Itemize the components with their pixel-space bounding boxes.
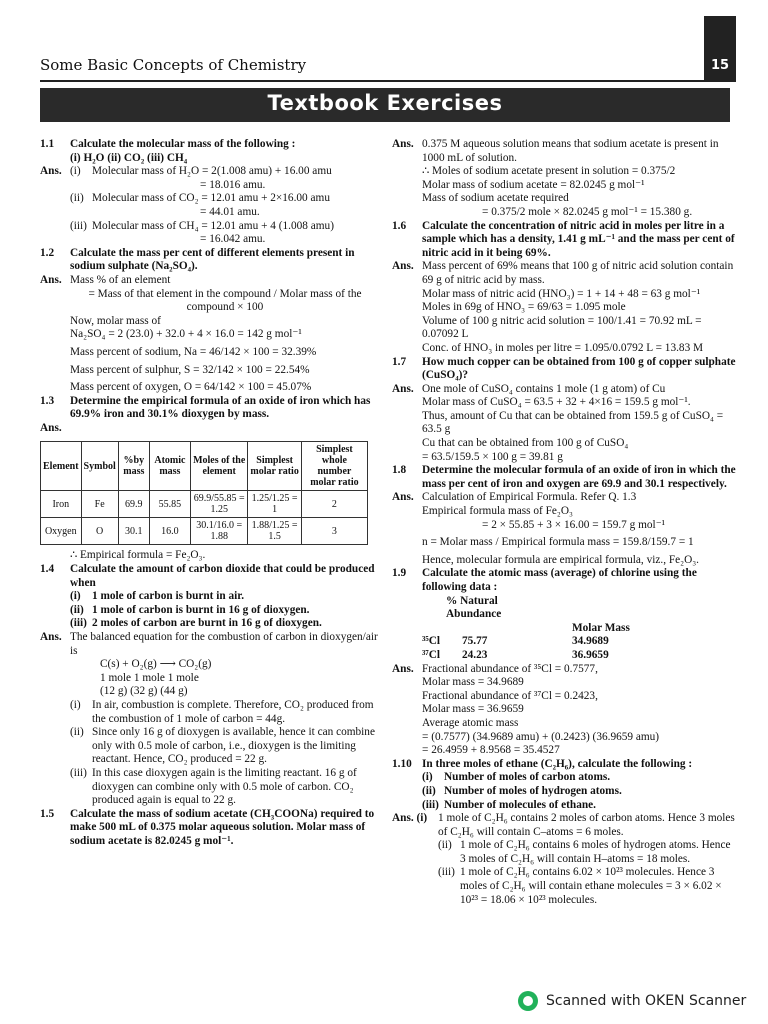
answer-1-5: Ans. 0.375 M aqueous solution means that sodium acetate is present in 1000 mL of solution. ∴ Moles of sodium acetate present in solution = 0.375/2 Molar mass of sodium acetate = 82.0245 g mol⁻¹ Mass of sodium acetate required = 0.375/2 mole × 82.0245 g mol⁻¹ = 15.380 g.: [392, 138, 719, 218]
answer-1-1: Ans. (i) Molecular mass of H₂O = 2(1.008 amu) + 16.00 amu = 18.016 amu. (ii) Molecular mass of CO₂ = 12.01 amu + 2×16.00 amu = 44.01 amu. (iii) Molecular mass of CH₄ = 12.01 amu + 4 (1.008 amu) = 16.042 amu.: [40, 165, 334, 246]
answer-1-8: Ans. Calculation of Empirical Formula. Refer Q. 1.3 Empirical formula mass of Fe₂O₃ = 2 × 55.85 + 3 × 16.00 = 159.7 g mol⁻¹ n = Molar mass / Empirical formula mass = 159.8/159.7 = 1 Hence, molecular formula are empirical formula, viz., Fe₂O₃.: [392, 491, 700, 566]
question-1-4: 1.4 Calculate the amount of carbon dioxide that could be produced when: [40, 563, 375, 589]
question-1-1: 1.1 Calculate the molecular mass of the following :: [40, 138, 296, 150]
scanner-watermark-text: Scanned with OKEN Scanner: [546, 993, 747, 1009]
question-1-2: 1.2 Calculate the mass per cent of different elements present in sodium sulphate (Na₂SO₄).: [40, 246, 355, 273]
oken-scanner-logo-icon: [518, 991, 538, 1011]
answer-1-2: Ans. Mass % of an element = Mass of that element in the compound / Molar mass of the compound × 100 Now, molar mass of Na₂SO₄ = 2 (23.0) + 32.0 + 4 × 16.0 = 142 g mol⁻¹ Mass percent of sodium, Na = 46/142 × 100 = 32.39% Mass percent of sulphur, S = 32/142 × 100 = 22.54% Mass percent of oxygen, O = 64/142 × 100 = 45.07%: [40, 273, 362, 394]
empirical-formula-table: [40, 441, 368, 545]
scanner-watermark: [518, 991, 746, 1011]
table-row: Oxygen O 30.1 16.0 30.1/16.0 = 1.88 1.88/1.25 = 1.5 3: [41, 518, 368, 545]
answer-1-4: Ans. The balanced equation for the combustion of carbon in dioxygen/air is C(s) + O₂(g) ⟶ CO₂(g) 1 mole 1 mole 1 mole (12 g) (32 g) (44 g) (i) In air, combustion is complete. Therefore, CO₂ produced from the combustion of 1 mole of carbon = 44g. (ii) Since only 16 g of dioxygen is available, hence it can combine only with 0.5 mole of carbon, i.e., dioxygen is the limiting reactant. Hence, CO₂ produced = 22 g. (iii) In this case dioxygen again is the limiting reactant. 16 g of dioxygen can combine only with 0.5 mole of carbon. CO₂ produced again is equal to 22 g.: [40, 631, 378, 807]
left-column: 1.1 Calculate the molecular mass of the following : (i) H₂O (ii) CO₂ (iii) CH₄ Ans. (i) Molecular mass of H₂O = 2(1.008 amu) + 16.00 amu = 18.016 amu. (ii) Molecular mass of CO₂ = 12.01 amu + 2×16.00 amu = 44.01 amu. (iii) Molecular mass of CH₄ = 12.01 amu + 4 (1.008 amu) = 16.042 amu. 1.2 Calculate the mass per cent of different elements present in sodium sulphate (Na₂SO₄). Ans. Mass % of an element = Mass of that element in the compound / Molar mass of the compound × 100 Now, molar mass of Na₂SO₄ = 2 (23.0) + 32.0 + 4 × 16.0 = 142 g mol⁻¹ Mass percent of sodium, Na = 46/142 × 100 = 32.39% Mass percent of sulphur, S = 32/142 × 100 = 22.54% Mass percent of oxygen, O = 64/142 × 100 = 45.07% 1.3 Determine the empirical formula of an oxide of iron which has 69.9% iron and 30.1% dioxygen by mass. Ans. Element Symbol %by mass Atomic mass Moles of the element Simplest molar ratio Simplest whole number molar ratio Iron Fe 69.9 55.85 69.9/55.85 = 1.25 1.25/1.25 = 1 2 Oxygen O 30.1 16.0 30.1/16.0 = 1.88 1.88/1.25 = 1.5 3 ∴ Empirical formula = Fe₂O₃. 1.4 Calculate the amount of carbon dioxide that could be produced when (i) 1 mole of carbon is burnt in air. (ii) 1 mole of carbon is burnt in 16 g of dioxygen. (iii) 2 moles of carbon are burnt in 16 g of dioxygen. Ans. The balanced equation for the combustion of carbon in dioxygen/air is C(s) + O₂(g) ⟶ CO₂(g) 1 mole 1 mole 1 mole (12 g) (32 g) (44 g) (i) In air, combustion is complete. Therefore, CO₂ produced from the combustion of 1 mole of carbon = 44g. (ii) Since only 16 g of dioxygen is available, hence it can combine only with 0.5 mole of carbon, i.e., dioxygen is the limiting reactant. Hence, CO₂ produced = 22 g. (iii) In this case dioxygen again is the limiting reactant. 16 g of dioxygen can combine only with 0.5 mole of carbon. CO₂ produced again is equal to 22 g. 1.5 Calculate the mass of sodium acetate (CH₃COONa) required to make 500 mL of 0.375 molar aqueous solution. Molar mass of sodium acetate is 82.0245 g mol⁻¹.: [40, 138, 380, 849]
question-1-3: 1.3 Determine the empirical formula of an oxide of iron which has 69.9% iron and 30.1% dioxygen by mass.: [40, 394, 371, 421]
question-1-10: 1.10 In three moles of ethane (C₂H₆), calculate the following :: [392, 757, 693, 770]
right-column: Ans. 0.375 M aqueous solution means that sodium acetate is present in 1000 mL of solution. ∴ Moles of sodium acetate present in solution = 0.375/2 Molar mass of sodium acetate = 82.0245 g mol⁻¹ Mass of sodium acetate required = 0.375/2 mole × 82.0245 g mol⁻¹ = 15.380 g. 1.6 Calculate the concentration of nitric acid in moles per litre in a sample which has a density, 1.41 g mL⁻¹ and the mass per cent of nitric acid in it being 69%. Ans. Mass percent of 69% means that 100 g of nitric acid solution contain 69 g of nitric acid by mass. Molar mass of nitric acid (HNO₃) = 1 + 14 + 48 = 63 g mol⁻¹ Moles in 69g of HNO₃ = 69/63 = 1.095 mole Volume of 100 g nitric acid solution = 100/1.41 = 70.92 mL = 0.07092 L Conc. of HNO₃ in moles per litre = 1.095/0.0792 L = 13.83 M 1.7 How much copper can be obtained from 100 g of copper sulphate (CuSO₄)? Ans. One mole of CuSO₄ contains 1 mole (1 g atom) of Cu Molar mass of CuSO₄ = 63.5 + 32 + 4×16 = 159.5 g mol⁻¹. Thus, amount of Cu that can be obtained from 159.5 g of CuSO₄ = 63.5 g Cu that can be obtained from 100 g of CuSO₄ = 63.5/159.5 × 100 g = 39.81 g 1.8 Determine the molecular formula of an oxide of iron in which the mass per cent of iron and oxygen are 69.9 and 30.1 respectively. Ans. Calculation of Empirical Formula. Refer Q. 1.3 Empirical formula mass of Fe₂O₃ = 2 × 55.85 + 3 × 16.00 = 159.7 g mol⁻¹ n = Molar mass / Empirical formula mass = 159.8/159.7 = 1 Hence, molecular formula are empirical formula, viz., Fe₂O₃. 1.9 Calculate the atomic mass (average) of chlorine using the following data : % Natural Abundance Molar Mass ³⁵Cl 75.77 34.9689 ³⁷Cl 24.23 36.9659 Ans. Fractional abundance of ³⁵Cl = 0.7577, Molar mass = 34.9689 Fractional abundance of ³⁷Cl = 0.2423, Molar mass = 36.9659 Average atomic mass = (0.7577) (34.9689 amu) + (0.2423) (36.9659 amu) = 26.4959 + 8.9568 = 35.4527 1.10 In three moles of ethane (C₂H₆), calculate the following : (i) Number of moles of carbon atoms. (ii) Number of moles of hydrogen atoms. (iii) Number of molecules of ethane. Ans. (i) 1 mole of C₂H₆ contains 2 moles of carbon atoms. Hence 3 moles of C₂H₆ will contain C–atoms = 6 moles. (ii) 1 mole of C₂H₆ contains 6 moles of hydrogen atoms. Hence 3 moles of C₂H₆ will contain H–atoms = 18 moles. (iii) 1 mole of C₂H₆ contains 6.02 × 10²³ molecules. Hence 3 moles of C₂H₆ will contain ethane molecules = 3 × 6.02 × 10²³ = 18.06 × 10²³ molecules.: [392, 138, 738, 907]
page-header: [40, 52, 730, 82]
table-header-row: Element Symbol %by mass Atomic mass Moles of the element Simplest molar ratio Simplest whole number molar ratio: [41, 442, 368, 491]
question-1-1-parts: (i) H₂O (ii) CO₂ (iii) CH₄: [70, 151, 188, 164]
chapter-title: Some Basic Concepts of Chemistry: [40, 56, 307, 74]
question-1-7: 1.7 How much copper can be obtained from 100 g of copper sulphate (CuSO₄)?: [392, 355, 736, 382]
question-1-6: 1.6 Calculate the concentration of nitric acid in moles per litre in a sample which has a density, 1.41 g mL⁻¹ and the mass per cent of nitric acid in it being 69%.: [392, 219, 735, 259]
table-row: Iron Fe 69.9 55.85 69.9/55.85 = 1.25 1.25/1.25 = 1 2: [41, 491, 368, 518]
answer-1-10: Ans. (i) 1 mole of C₂H₆ contains 2 moles of carbon atoms. Hence 3 moles of C₂H₆ will contain C–atoms = 6 moles. (ii) 1 mole of C₂H₆ contains 6 moles of hydrogen atoms. Hence 3 moles of C₂H₆ will contain H–atoms = 18 moles. (iii) 1 mole of C₂H₆ contains 6.02 × 10²³ molecules. Hence 3 moles of C₂H₆ will contain ethane molecules = 3 × 6.02 × 10²³ = 18.06 × 10²³ molecules.: [392, 812, 735, 906]
answer-1-3-label: Ans.: [40, 421, 62, 434]
answer-1-9: Ans. Fractional abundance of ³⁵Cl = 0.7577, Molar mass = 34.9689 Fractional abundance of ³⁷Cl = 0.2423, Molar mass = 36.9659 Average atomic mass = (0.7577) (34.9689 amu) + (0.2423) (36.9659 amu) = 26.4959 + 8.9568 = 35.4527: [392, 662, 660, 757]
answer-1-7: Ans. One mole of CuSO₄ contains 1 mole (1 g atom) of Cu Molar mass of CuSO₄ = 63.5 + 32 + 4×16 = 159.5 g mol⁻¹. Thus, amount of Cu that can be obtained from 159.5 g of CuSO₄ = 63.5 g Cu that can be obtained from 100 g of CuSO₄ = 63.5/159.5 × 100 g = 39.81 g: [392, 382, 724, 463]
page-number: 15: [704, 16, 736, 82]
chlorine-data-table: % Natural Abundance Molar Mass ³⁵Cl 75.77 34.9689 ³⁷Cl 24.23 36.9659: [422, 594, 630, 661]
answer-1-3-result: ∴ Empirical formula = Fe₂O₃.: [70, 549, 206, 562]
question-1-9: 1.9 Calculate the atomic mass (average) of chlorine using the following data :: [392, 567, 697, 593]
section-title: Textbook Exercises: [267, 91, 503, 115]
answer-1-6: Ans. Mass percent of 69% means that 100 g of nitric acid solution contain 69 g of nitric acid by mass. Molar mass of nitric acid (HNO₃) = 1 + 14 + 48 = 63 g mol⁻¹ Moles in 69g of HNO₃ = 69/63 = 1.095 mole Volume of 100 g nitric acid solution = 100/1.41 = 70.92 mL = 0.07092 L Conc. of HNO₃ in moles per litre = 1.095/0.0792 L = 13.83 M: [392, 260, 734, 354]
question-1-8: 1.8 Determine the molecular formula of an oxide of iron in which the mass per cent of iron and oxygen are 69.9 and 30.1 respectively.: [392, 464, 736, 490]
section-banner: [40, 88, 730, 122]
question-1-5: 1.5 Calculate the mass of sodium acetate (CH₃COONa) required to make 500 mL of 0.375 molar aqueous solution. Molar mass of sodium acetate is 82.0245 g mol⁻¹.: [40, 807, 375, 847]
